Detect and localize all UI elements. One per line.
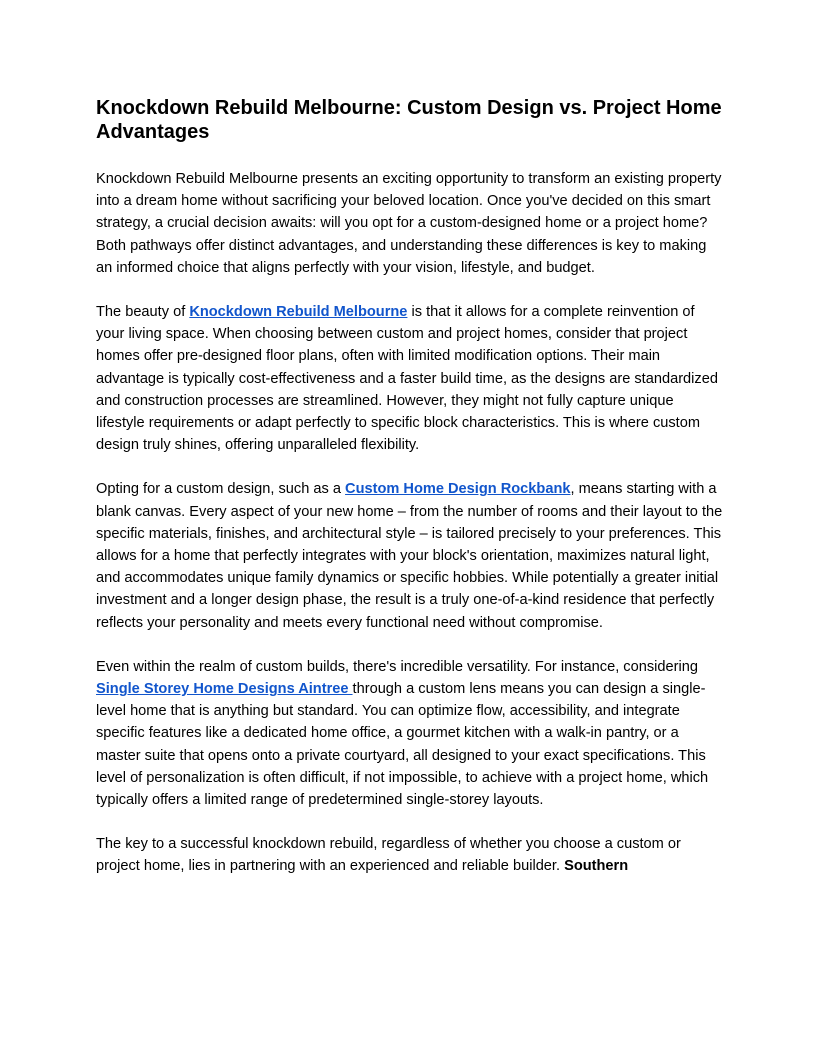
link-knockdown-rebuild-melbourne[interactable]: Knockdown Rebuild Melbourne [189,304,408,321]
link-single-storey-home-designs-aintree[interactable]: Single Storey Home Designs Aintree [96,681,353,698]
link-custom-home-design-rockbank[interactable]: Custom Home Design Rockbank [345,481,571,498]
paragraph-beauty [96,301,724,456]
paragraph-text: Opting for a custom design, such as a [96,481,346,498]
document-title: Knockdown Rebuild Melbourne: Custom Design vs. Project Home Advantages [96,97,722,143]
paragraph-custom-design [96,478,724,633]
paragraph-intro-text: Knockdown Rebuild Melbourne presents an exciting opportunity to transform an existing property into a dream home without sacrificing your beloved location. Once you've decided on this smart strategy, a crucial decision awaits: will you opt for a custom-designed home or a project home? Both pathways offer distinct advantages, and understanding these differences is key to making an informed choice that aligns perfectly with your vision, lifestyle, and budget. [96,171,722,276]
paragraph-versatility [96,656,724,811]
paragraph-text: The key to a successful knockdown rebuild, regardless of whether you choose a custom or project home, lies in partnering with an experienced and reliable builder. [96,836,681,875]
paragraph-text: Even within the realm of custom builds, there's incredible versatility. For instance, considering [96,658,698,675]
paragraph-text: The beauty of [96,304,190,321]
paragraph-intro [96,168,724,279]
bold-text: Southern [564,858,629,875]
paragraph-builder [96,833,724,877]
paragraph-text: through a custom lens means you can design a single-level home that is anything but standard. You can optimize flow, accessibility, and integrate specific features like a dedicated home office, a gourmet kitchen with a walk-in pantry, or a master suite that opens onto a private courtyard, all designed to your exact specifications. This level of personalization is often difficult, if not impossible, to achieve with a project home, which typically offers a limited range of predetermined single-storey layouts. [96,681,709,809]
document-page [96,96,724,900]
paragraph-text: is that it allows for a complete reinvention of your living space. When choosing between custom and project homes, consider that project homes offer pre-designed floor plans, often with limited modification options. Their main advantage is typically cost-effectiveness and a faster build time, as the designs are standardized and construction processes are streamlined. However, they might not fully capture unique lifestyle requirements or adapt perfectly to specific block characteristics. This is where custom design truly shines, offering unparalleled flexibility. [96,304,718,454]
paragraph-text: , means starting with a blank canvas. Every aspect of your new home – from the number of rooms and their layout to the specific materials, finishes, and architectural style – is tailored precisely to your preferences. This allows for a home that perfectly integrates with your block's orientation, maximizes natural light, and accommodates unique family dynamics or specific hobbies. While potentially a greater initial investment and a longer design phase, the result is a truly one-of-a-kind residence that perfectly reflects your personality and meets every functional need without compromise. [96,481,723,631]
